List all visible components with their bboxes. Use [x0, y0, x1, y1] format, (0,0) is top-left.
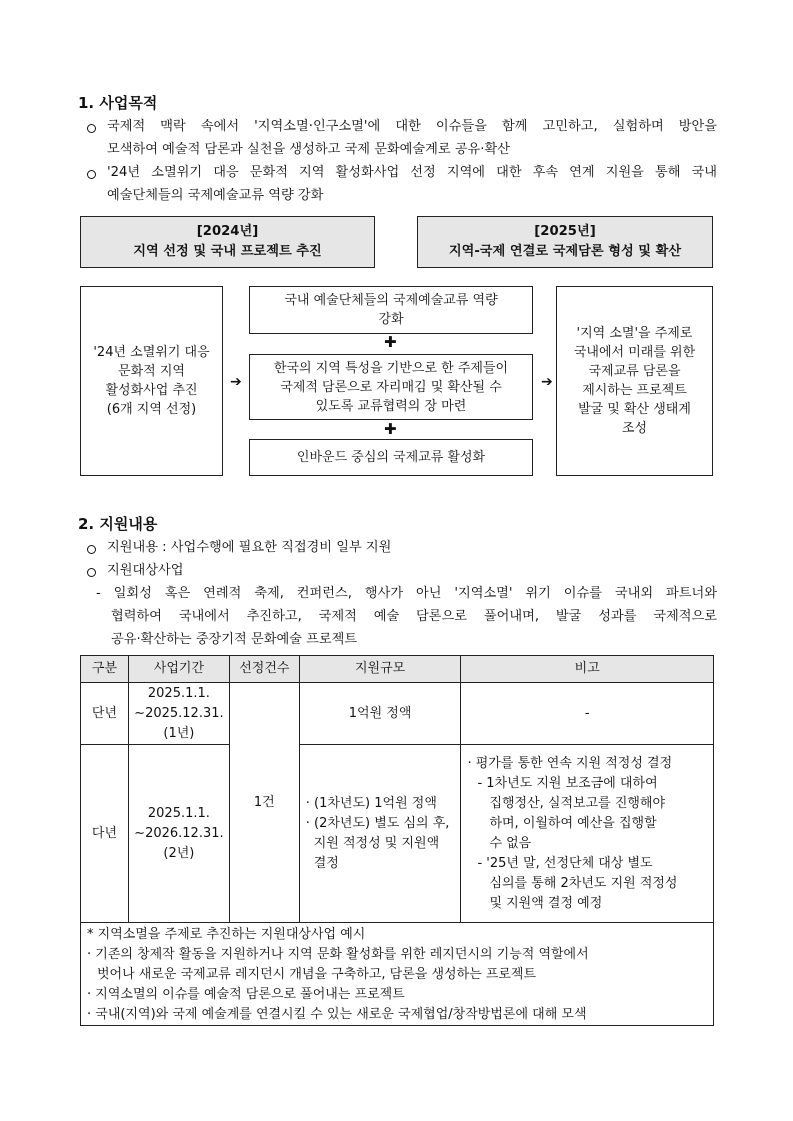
row-period: 2025.1.1. ~2026.12.31. (2년) — [128, 745, 229, 923]
box-line: 국제교류 담론을 — [588, 364, 681, 379]
section1-title: 1. 사업목적 — [78, 94, 158, 112]
box-line: (6개 지역 선정) — [106, 402, 197, 417]
diagram-mid-top-box — [249, 286, 533, 334]
bullet-circle-icon — [87, 568, 96, 577]
bullet-circle-icon — [87, 170, 96, 179]
table-header: 선정건수 — [229, 656, 299, 683]
header-text: 지역 선정 및 국내 프로젝트 추진 — [133, 244, 322, 259]
box-line: 문화적 지역 — [118, 364, 185, 379]
section2-dash-line2: 협력하여 국내에서 추진하고, 국제적 예술 담론으로 풀어내며, 발굴 성과를 국제적으로 — [111, 609, 717, 624]
box-line: '24년 소멸위기 대응 — [93, 345, 210, 360]
row-amount: 1억원 정액 — [299, 683, 461, 745]
right-arrow-icon: ➔ — [230, 374, 242, 390]
header-year: [2024년] — [196, 224, 259, 239]
section1-bullet1-line2: 모색하여 예술적 담론과 실천을 생성하고 국제 문화예술계로 공유·확산 — [107, 142, 510, 157]
plus-icon: ✚ — [384, 420, 397, 438]
plus-icon: ✚ — [384, 333, 397, 351]
section2-bullet1: 지원내용 : 사업수행에 필요한 직접경비 일부 지원 — [107, 540, 392, 555]
row-type: 다년 — [81, 745, 129, 923]
box-line: 있도록 교류협력의 장 마련 — [315, 398, 467, 414]
section2-dash-line1: - 일회성 혹은 연례적 축제, 컨퍼런스, 행사가 아닌 '지역소멸' 위기 이슈를 국내외 파트너와 — [96, 586, 717, 601]
section1-bullet1-line1: 국제적 맥락 속에서 '지역소멸·인구소멸'에 대한 이슈들을 함께 고민하고, 실험하며 방안을 — [107, 119, 717, 134]
box-line: 제시하는 프로젝트 — [582, 383, 687, 398]
row-amount: · (1차년도) 1억원 정액 · (2차년도) 별도 심의 후, 지원 적정성 및 지원액 결정 — [299, 745, 461, 923]
box-line: 활성화사업 추진 — [105, 383, 198, 398]
box-line: 발굴 및 확산 생태계 — [578, 402, 691, 417]
table-row — [81, 745, 714, 923]
row-count: 1건 — [229, 683, 299, 923]
box-line: 한국의 지역 특성을 기반으로 한 주제들이 — [273, 360, 509, 376]
section1-bullet2-line2: 예술단체들의 국제예술교류 역량 강화 — [107, 188, 324, 203]
table-header: 지원규모 — [299, 656, 461, 683]
table-footnote-row — [81, 923, 714, 1026]
table-header: 비고 — [461, 656, 714, 683]
box-line: 강화 — [378, 312, 404, 327]
box-line: 국내에서 미래를 위한 — [573, 345, 696, 360]
row-note: - — [461, 683, 714, 745]
row-note: · 평가를 통한 연속 지원 적정성 결정 - 1차년도 지원 보조금에 대하여 집행정산, 실적보고를 진행해야 하며, 이월하여 예산을 집행할 수 없음 - '25년 말, 선정단체 대상 별도 심의를 통해 2차년도 지원 적정성 및 지원액 결정 예정 — [461, 745, 714, 923]
header-text: 지역-국제 연결로 국제담론 형성 및 확산 — [448, 244, 682, 259]
support-table — [80, 655, 714, 1026]
header-year: [2025년] — [534, 224, 596, 239]
diagram-mid-bottom-box: 인바운드 중심의 국제교류 활성화 — [249, 439, 533, 476]
bullet-circle-icon — [87, 124, 96, 133]
box-line: 국제적 담론으로 자리매김 및 확산될 수 — [280, 379, 502, 395]
row-type: 단년 — [81, 683, 129, 745]
diagram-left-box — [80, 286, 223, 476]
row-period: 2025.1.1. ~2025.12.31. (1년) — [128, 683, 229, 745]
box-line: 국내 예술단체들의 국제예술교류 역량 — [284, 293, 498, 308]
bullet-circle-icon — [87, 545, 96, 554]
diagram-right-box — [556, 286, 713, 476]
table-header-row — [81, 656, 714, 683]
diagram-header-2024 — [80, 216, 375, 268]
diagram-header-2025 — [417, 216, 713, 268]
section2-title: 2. 지원내용 — [78, 515, 158, 533]
right-arrow-icon: ➔ — [541, 374, 553, 390]
table-row — [81, 683, 714, 745]
box-line: 조성 — [621, 421, 648, 436]
diagram-mid-mid-box — [249, 354, 533, 420]
section2-dash-line3: 공유·확산하는 중장기적 문화예술 프로젝트 — [111, 632, 358, 647]
box-line: '지역 소멸'을 주제로 — [576, 326, 693, 341]
table-header: 사업기간 — [128, 656, 229, 683]
table-header: 구분 — [81, 656, 129, 683]
table-footnote: * 지역소멸을 주제로 추진하는 지원대상사업 예시 · 기존의 창제작 활동을 지원하거나 지역 문화 활성화를 위한 레지던시의 기능적 역할에서 벗어나 새로운 국제교류 레지던시 개념을 구축하고, 담론을 생성하는 프로젝트 · 지역소멸의 이슈를 예술적 담론으로 풀어내는 프로젝트 · 국내(지역)와 국제 예술계를 연결시킬 수 있는 새로운 국제협업/창작방법론에 대해 모색 — [81, 923, 714, 1026]
section2-bullet2: 지원대상사업 — [107, 563, 184, 578]
section1-bullet2-line1: '24년 소멸위기 대응 문화적 지역 활성화사업 선정 지역에 대한 후속 연계 지원을 통해 국내 — [107, 165, 717, 180]
